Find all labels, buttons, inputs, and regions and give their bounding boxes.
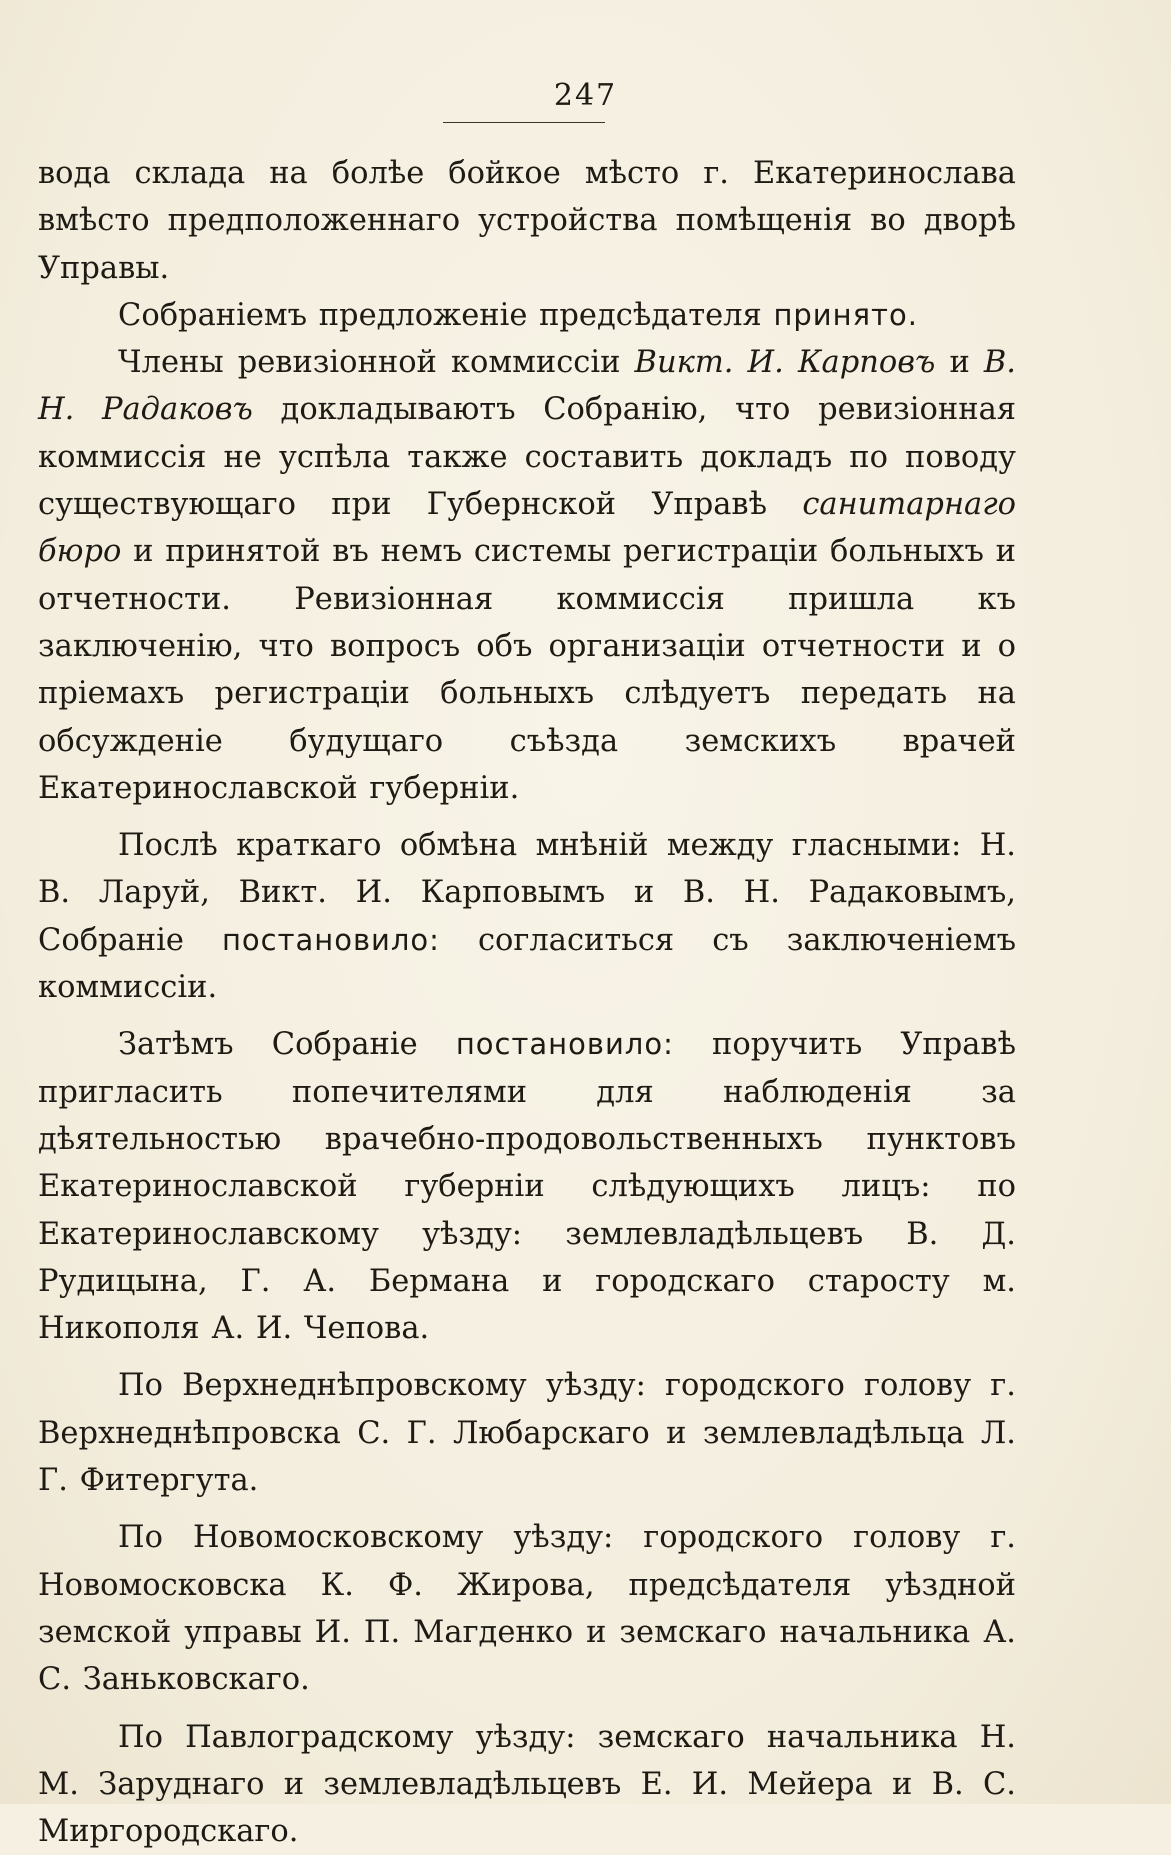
paragraph-3: Члены ревизіонной коммиссіи Викт. И. Карповъ и В. Н. Радаковъ докладываютъ Собранію, что ревизіонная коммиссія не успѣла также составить докладъ по поводу существующаго при Губернской Управѣ санитарнаго бюро и принятой въ немъ системы регистраціи больныхъ и отчетности. Ревизіонная коммиссія пришла къ заключенію, что вопросъ объ организаціи отчетности и о пріемахъ регистраціи больныхъ слѣдуетъ передать на обсужденіе будущаго съѣзда земскихъ врачей Екатеринославской губерніи. [38, 339, 1016, 812]
name-radakov: В. Н. Радаковъ [38, 345, 1016, 427]
emphasis-resolved-1: постановило: [222, 923, 440, 957]
header-rule [443, 122, 605, 123]
body-text [38, 150, 1016, 1855]
paragraph-8: По Павлоградскому уѣзду: земскаго начальника Н. М. Заруднаго и землевладѣльцевъ Е. И. Мейера и В. С. Миргородскаго. [38, 1714, 1016, 1855]
paragraph-2: Собраніемъ предложеніе предсѣдателя принято. [38, 292, 1016, 339]
sanitary-bureau-term: санитарнаго бюро [38, 487, 1016, 569]
paragraph-7: По Новомосковскому уѣзду: городского голову г. Новомосковска К. Ф. Жирова, предсѣдателя уѣздной земской управы И. П. Магденко и земскаго начальника А. С. Заньковскаго. [38, 1514, 1016, 1703]
emphasis-accepted: принято. [773, 298, 917, 332]
emphasis-resolved-2: постановило: [456, 1027, 674, 1061]
paragraph-4: Послѣ краткаго обмѣна мнѣній между гласными: Н. В. Ларуй, Викт. И. Карповымъ и В. Н. Радаковымъ, Собраніе постановило: согласиться съ заключеніемъ коммиссіи. [38, 822, 1016, 1011]
paragraph-6: По Верхнеднѣпровскому уѣзду: городского голову г. Верхнеднѣпровска С. Г. Любарскаго и землевладѣльца Л. Г. Фитергута. [38, 1362, 1016, 1504]
page-number: 247 [0, 78, 1171, 113]
name-karpov: Викт. И. Карповъ [635, 345, 936, 380]
paragraph-5: Затѣмъ Собраніе постановило: поручить Управѣ пригласить попечителями для наблюденія за дѣятельностью врачебно-продовольственныхъ пунктовъ Екатеринославской губерніи слѣдующихъ лицъ: по Екатеринославскому уѣзду: землевладѣльцевъ В. Д. Рудицына, Г. А. Бермана и городскаго старосту м. Никополя А. И. Чепова. [38, 1021, 1016, 1352]
paragraph-1: вода склада на болѣе бойкое мѣсто г. Екатеринослава вмѣсто предположеннаго устройства помѣщенія во дворѣ Управы. [38, 150, 1016, 292]
